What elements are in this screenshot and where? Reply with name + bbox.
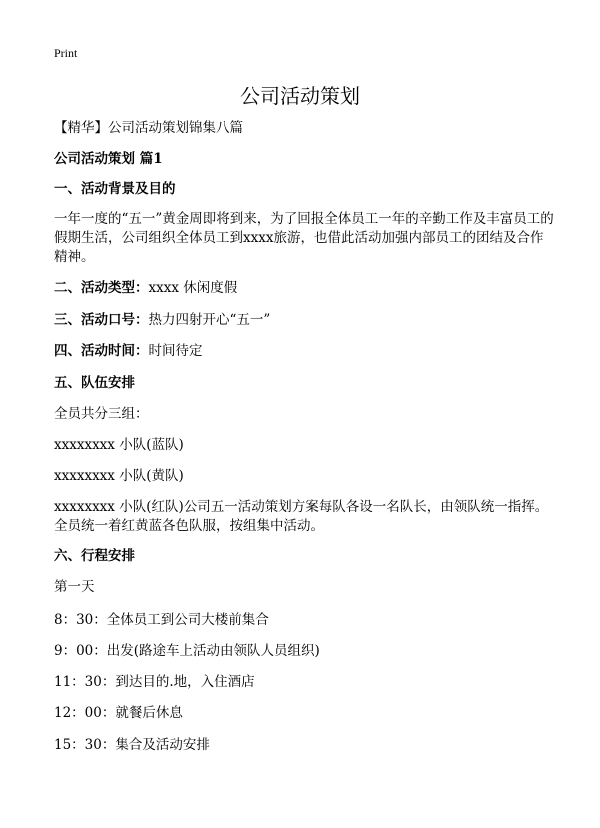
- activity-time-label: 四、活动时间：: [54, 343, 149, 359]
- activity-slogan-label: 三、活动口号：: [54, 312, 149, 328]
- activity-time-line: [54, 342, 554, 361]
- schedule-item: 8：30：全体员工到公司大楼前集合: [54, 612, 269, 628]
- activity-slogan-line: [54, 311, 554, 330]
- heading-schedule: 六、行程安排: [54, 548, 135, 564]
- section-title: 公司活动策划 篇1: [54, 151, 163, 167]
- page-title: 公司活动策划: [240, 84, 360, 108]
- paragraph-background: 一年一度的“五一”黄金周即将到来，为了回报全体员工一年的辛勤工作及丰富员工的假期生活，公司组织全体员工到xxxx旅游，也借此活动加强内部员工的团结及合作精神。: [54, 211, 554, 265]
- schedule-item: 11：30：到达目的.地，入住酒店: [54, 674, 255, 690]
- groups-intro: 全员共分三组：: [54, 406, 149, 422]
- group-yellow: xxxxxxxx 小队(黄队): [54, 468, 184, 484]
- schedule-item: 15：30：集合及活动安排: [54, 737, 210, 753]
- heading-teams: 五、队伍安排: [54, 375, 135, 391]
- heading-background: 一、活动背景及目的: [54, 181, 176, 197]
- day-one-label: 第一天: [54, 579, 95, 595]
- group-blue: xxxxxxxx 小队(蓝队): [54, 437, 184, 453]
- group-red: xxxxxxxx 小队(红队)公司五一活动策划方案每队各设一名队长，由领队统一指挥。全员统一着红黄蓝各色队服，按组集中活动。: [54, 499, 549, 534]
- schedule-item: 12：00：就餐后休息: [54, 705, 183, 721]
- activity-time-value: 时间待定: [148, 343, 203, 359]
- activity-type-line: [54, 279, 554, 298]
- activity-type-label: 二、活动类型：: [54, 280, 149, 296]
- activity-type-value: xxxx 休闲度假: [148, 280, 238, 296]
- print-label: Print: [54, 46, 78, 60]
- document-subtitle: 【精华】公司活动策划锦集八篇: [54, 120, 243, 136]
- activity-slogan-value: 热力四射开心“五一”: [148, 312, 271, 328]
- schedule-item: 9：00：出发(路途车上活动由领队人员组织): [54, 643, 320, 659]
